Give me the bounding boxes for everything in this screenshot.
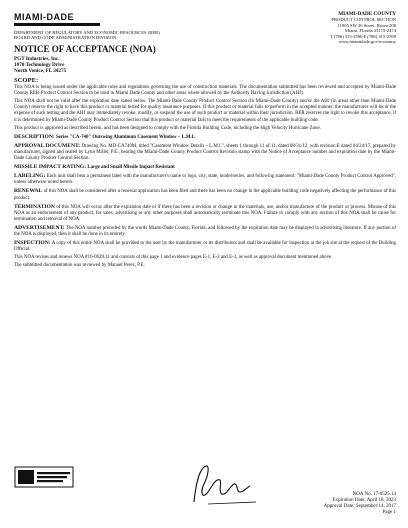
agency-line: DEPARTMENT OF REGULATORY AND ECONOMIC RESOURCES (RER) bbox=[14, 30, 160, 35]
scope-paragraph: This product is approved as described herein, and has been designed to comply with the Florida Building Code, including the High Velocity Hurricane Zone. bbox=[14, 125, 321, 131]
reviewer-signature bbox=[186, 462, 260, 508]
section-text: Each unit shall bear a permanent label with the manufacturer's name or logo, city, state, model/series, and following statement: "Miami-Dade County Product Control Approved", unless otherwise noted herein. bbox=[14, 174, 396, 186]
page-title: NOTICE OF ACCEPTANCE (NOA) bbox=[14, 44, 156, 54]
section-text: Series "CA-740" Outswing Aluminum Casement Window – L.M.I. bbox=[55, 134, 195, 140]
control-line: T (786) 315-2590 F (786) 315-2599 bbox=[329, 33, 396, 39]
section-label: INSPECTION: bbox=[14, 240, 51, 247]
section-text: of this NOA shall be considered after a renewal application has been filed and there has been no change in the applicable building code negatively affecting the performance of this product. bbox=[14, 189, 396, 201]
section-text: The NOA number preceded by the words Miami-Dade County, Florida, and followed by the expiration date may be displayed in advertising literature. If any portion of the NOA is displayed, then it shall be done in its entirety. bbox=[14, 225, 396, 237]
control-line: Miami, Florida 33175-2474 bbox=[344, 28, 396, 34]
control-website[interactable]: www.miamidade.gov/economy bbox=[338, 39, 396, 45]
expiration-date: Expiration Date: April 18, 2023 bbox=[332, 498, 396, 503]
section-text: Drawing No. MD-CA740M, titled "Casement Window Details – L.M.I.", sheets 1 through 11 of 11, dated 08/31/12, with revision E dated 04/24/17, prepared by manufacturer, signed and sealed by Lynn Miller, P.E., bearing the Miami-Dade County Product Control Revision stamp with the Notice of Acceptance number and expiration date by the Miami-Dade County Product Control Section. bbox=[14, 143, 396, 162]
product-control-block bbox=[266, 12, 396, 44]
company-city: North Venice, FL 34275 bbox=[14, 68, 67, 75]
miami-dade-logo bbox=[14, 12, 104, 26]
logo-text: MIAMI-DADE bbox=[14, 12, 74, 22]
section-approval-document bbox=[14, 143, 396, 162]
noa-footer bbox=[266, 492, 396, 516]
page-number: Page 1 bbox=[382, 510, 396, 515]
company-address bbox=[14, 56, 66, 75]
approval-date: Approval Date: September 14, 2017 bbox=[323, 504, 396, 509]
section-missile-impact bbox=[14, 164, 396, 171]
section-label: MISSILE IMPACT RATING: bbox=[14, 164, 87, 171]
section-description bbox=[14, 134, 396, 141]
section-advertisement bbox=[14, 225, 396, 238]
section-revision-note: This NOA revises and renews NOA #16-0629.11 and consists of this page 1 and evidence pages E-1, E-2 and E-3, as well as approval document mentioned above. bbox=[14, 255, 333, 261]
section-label: TERMINATION bbox=[14, 203, 55, 210]
document-body bbox=[14, 78, 396, 271]
scope-paragraph: This NOA shall not be valid after the expiration date stated below. The Miami-Dade County Product Control Section (In Miami-Dade County) and/or the AHJ (in areas other than Miami-Dade County) reserve the right to have this product or material tested for quality assurance purposes. If this product or material fails to perform in the accepted manner, the manufacturer will incur the expense of such testing and the AHJ may immediately revoke, modify, or suspend the use of such product or material within their jurisdiction. RER reserves the right to revoke this acceptance, if it is determined by Miami-Dade County Product Control Section that this product or material fails to meet the requirements of the applicable building code. bbox=[14, 99, 396, 123]
company-name: PGT Industries, Inc. bbox=[14, 56, 60, 62]
noa-number: NOA No. 17-0525.14 bbox=[352, 492, 396, 497]
section-label: APPROVAL DOCUMENT: bbox=[14, 142, 81, 149]
agency-line: BOARD AND CODE ADMINISTRATION DIVISION bbox=[14, 35, 117, 41]
company-street: 1070 Technology Drive bbox=[14, 62, 65, 69]
section-renewal bbox=[14, 188, 396, 201]
scope-paragraph: This NOA is being issued under the applicable rules and regulations governing the use of construction materials. The documentation submitted has been reviewed and accepted by Miami-Dade County RER-Product Control Section to be used in Miami Dade County and other areas where allowed by the Authority Having Jurisdiction (AHJ). bbox=[14, 85, 396, 97]
county-seal-logo bbox=[14, 466, 74, 488]
section-inspection bbox=[14, 240, 396, 253]
control-line: 11805 SW 26 Street, Room 208 bbox=[337, 22, 396, 28]
logo-bar bbox=[14, 23, 100, 26]
section-reviewer-note: The submitted documentation was reviewed by Manuel Perez, P.E. bbox=[14, 263, 145, 269]
control-line: PRODUCT CONTROL SECTION bbox=[331, 17, 396, 23]
section-label: ADVERTISEMENT: bbox=[14, 224, 65, 231]
section-text: Large and Small Missile Impact Resistant bbox=[87, 165, 175, 171]
section-label: DESCRIPTION: bbox=[14, 133, 55, 140]
section-label: RENEWAL bbox=[14, 188, 43, 195]
section-text: of this NOA will occur after the expiration date or if there has been a revision or change in the materials, use, and/or manufacture of the product or process. Misuse of this NOA as an endorsement of any product, for sales, advertising or any other purposes shall automatically terminate this NOA. Failure to comply with any section of this NOA shall be cause for termination and removal of NOA. bbox=[14, 204, 396, 222]
section-text: A copy of this entire NOA shall be provided to the user by the manufacturer or its distributors and shall be available for inspection at the job site at the request of the Building Official. bbox=[14, 241, 397, 253]
scope-heading: SCOPE: bbox=[14, 77, 39, 84]
control-title: MIAMI-DADE COUNTY bbox=[338, 11, 396, 17]
section-termination bbox=[14, 204, 396, 223]
section-labeling bbox=[14, 173, 396, 186]
agency-block bbox=[14, 30, 244, 41]
section-label: LABELING: bbox=[14, 173, 46, 180]
